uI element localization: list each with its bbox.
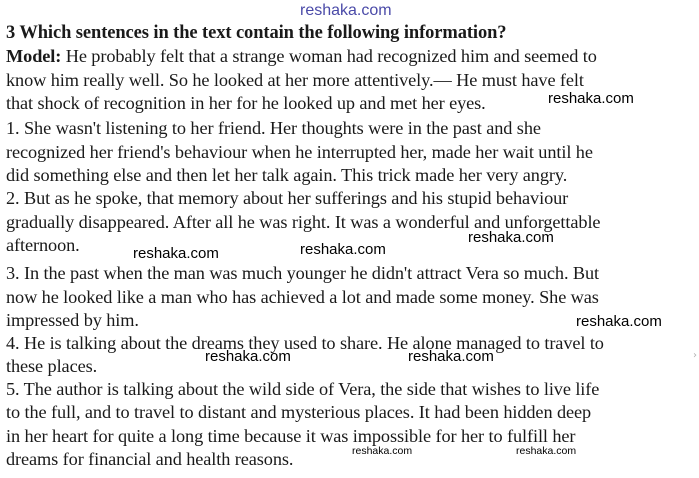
watermark: reshaka.com (468, 229, 554, 246)
text-line: know him really well. So he looked at her more attentively.— He must have felt (6, 70, 584, 90)
item-3-line: 3. In the past when the man was much younger he didn't attract Vera so much. But (6, 263, 600, 283)
item-4-line: these places. (6, 356, 98, 376)
item-3-line: impressed by him. (6, 310, 139, 330)
text-line: that shock of recognition in her for he looked up and met her eyes. (6, 93, 486, 113)
item-2-line: 2. But as he spoke, that memory about her sufferings and his stupid behaviour (6, 188, 569, 208)
item-4-line: 4. He is talking about the dreams they used to share. He alone managed to travel to (6, 333, 604, 353)
model-line (6, 45, 597, 67)
item-5-line: to the full, and to travel to distant and mysterious places. It had been hidden deep (6, 402, 592, 422)
watermark: reshaka.com (352, 445, 413, 457)
watermark: reshaka.com (408, 348, 494, 365)
item-5-line: in her heart for quite a long time because it was impossible for her to fulfill her (6, 426, 576, 446)
exercise-title: 3 Which sentences in the text contain the following information? (6, 23, 507, 43)
item-1-line: did something else and then let her talk again. This trick made her very angry. (6, 165, 568, 185)
item-5-line: dreams for financial and health reasons. (6, 449, 294, 469)
item-1-line: recognized her friend's behaviour when he interrupted her, made her wait until he (6, 142, 593, 162)
item-2-line: gradually disappeared. After all he was right. It was a wonderful and unforgettable (6, 212, 601, 232)
item-1-line: 1. She wasn't listening to her friend. Her thoughts were in the past and she (6, 118, 541, 138)
watermark-top: reshaka.com (300, 2, 392, 19)
watermark: reshaka.com (576, 313, 662, 330)
model-text: He probably felt that a strange woman had recognized him and seemed to (61, 46, 597, 66)
watermark: reshaka.com (548, 90, 634, 107)
item-2-line: afternoon. (6, 235, 80, 255)
watermark: reshaka.com (516, 445, 577, 457)
scrollbar-arrow-icon[interactable]: › (693, 350, 697, 361)
model-label: Model: (6, 46, 62, 66)
item-5-line: 5. The author is talking about the wild side of Vera, the side that wishes to live life (6, 379, 600, 399)
watermark: reshaka.com (205, 348, 291, 365)
watermark: reshaka.com (133, 245, 219, 262)
watermark: reshaka.com (300, 241, 386, 258)
item-3-line: now he looked like a man who has achieved a lot and made some money. She was (6, 287, 599, 307)
